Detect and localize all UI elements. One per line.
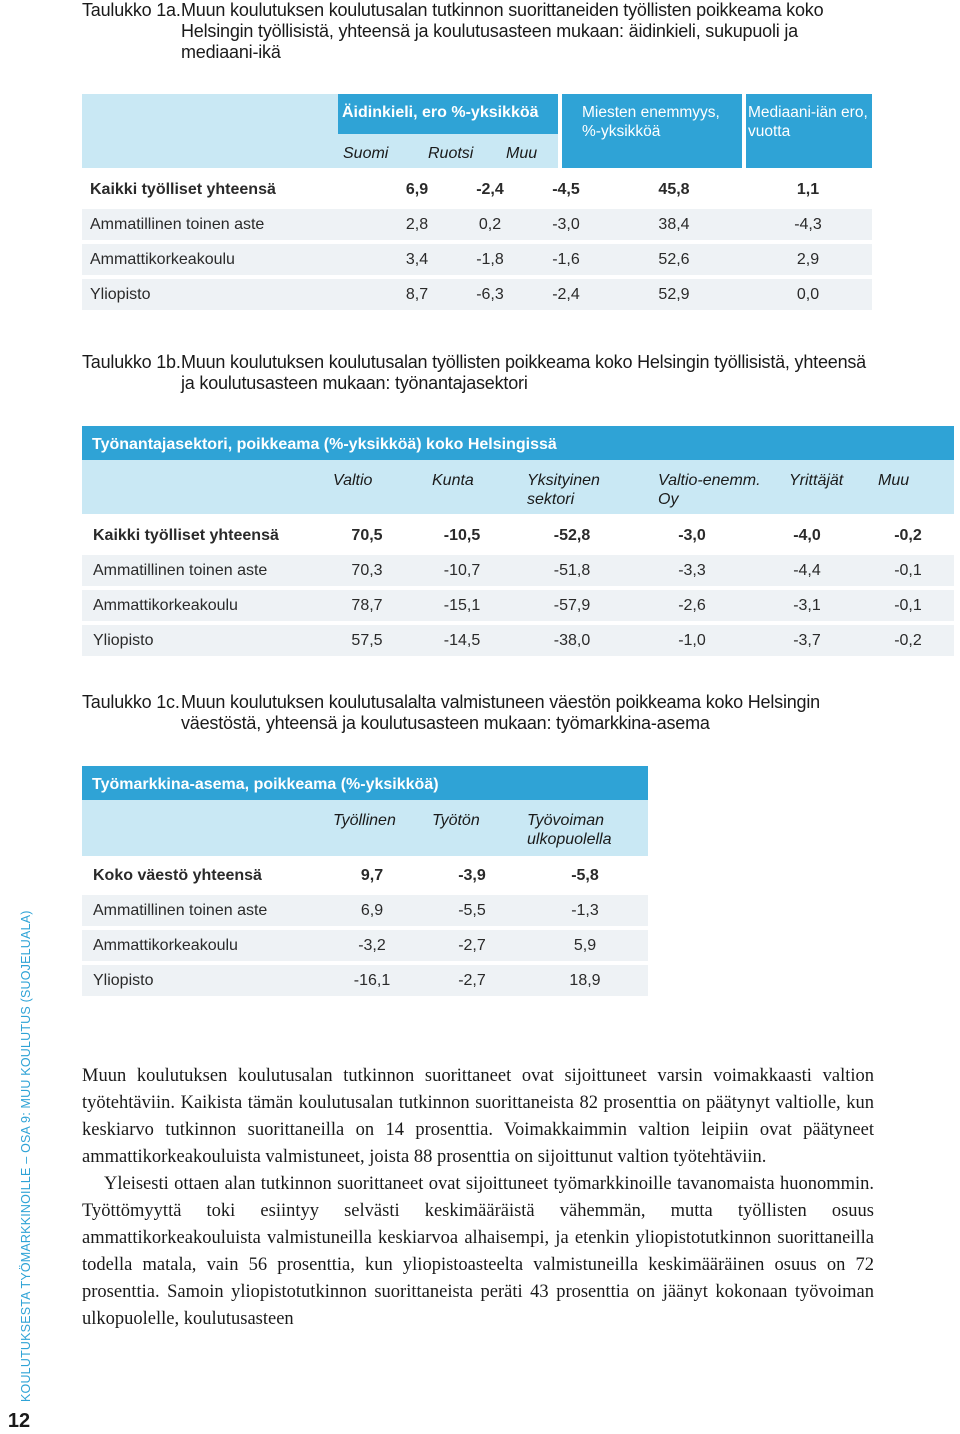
cell: -3,0 xyxy=(528,209,604,240)
cell: -10,5 xyxy=(443,526,481,544)
cell: -2,7 xyxy=(422,930,522,961)
sidebar-text: KOULUTUKSESTA TYÖMARKKINOILLE – OSA 9: MUU KOULUTUS (SUOJELUALA) xyxy=(19,910,33,1402)
cell: -5,8 xyxy=(571,866,599,884)
cell: -10,7 xyxy=(412,555,512,586)
cell: 2,8 xyxy=(382,209,452,240)
cell: -16,1 xyxy=(322,965,422,996)
col-yrittajat: Yrittäjät xyxy=(789,472,844,489)
col-mediaani: Mediaani-iän ero, vuotta xyxy=(748,104,868,140)
group-header-sektori: Työnantajasektori, poikkeama (%-yksikköä) koko Helsingissä xyxy=(92,436,557,453)
col-valtio: Valtio xyxy=(333,472,373,489)
col-valtioenemm: Valtio-enemm. Oy xyxy=(658,472,761,508)
cell: 6,9 xyxy=(322,895,422,926)
cell: 5,9 xyxy=(522,930,648,961)
cell: -1,0 xyxy=(632,625,752,656)
cell: -2,7 xyxy=(422,965,522,996)
group-header-tyomarkkina: Työmarkkina-asema, poikkeama (%-yksikköä) xyxy=(92,776,439,793)
cell: 45,8 xyxy=(658,180,690,198)
caption-label: Taulukko 1b. xyxy=(82,352,181,372)
cell: -2,4 xyxy=(528,279,604,310)
cell: -3,2 xyxy=(322,930,422,961)
table-row xyxy=(82,244,872,275)
cell: -57,9 xyxy=(512,590,632,621)
table-row xyxy=(82,625,954,656)
caption-text: Muun koulutuksen koulutusalalta valmistuneen väestön poikkeama koko Helsingin väestöstä, yhteensä ja koulutusasteen mukaan: työmarkkina-asema xyxy=(181,692,820,733)
header-left-light xyxy=(82,800,322,856)
cell: -3,0 xyxy=(678,526,706,544)
col-suomi: Suomi xyxy=(343,145,389,162)
paragraph: Yleisesti ottaen alan tutkinnon suorittaneet ovat sijoittuneet työmarkkinoille tavanomaista huonommin. Työttömyyttä toki esiintyy selvästi keskimääräistä vähemmän, mutta työllisten osuus ammattikorkeakouluista valmistuneilla keskiarvoa alhaisempi, ja etenkin yliopistotutkinnon suorittaneilla todella matala, vain 56 prosenttia, kun yliopistoasteelta valmistuneilla keskimääräinen osuus on 72 prosenttia. Samoin yliopistotutkinnon suorittaneista peräti 43 prosenttia on jäänyt kokonaan työvoiman ulkopuolelle, koulutusasteen xyxy=(82,1174,874,1329)
col-miesten: Miesten enemmyys, %-yksikköä xyxy=(582,104,720,140)
cell: -52,8 xyxy=(553,526,591,544)
table-row xyxy=(82,860,648,891)
cell: 0,2 xyxy=(452,209,528,240)
table-1c-caption xyxy=(82,692,872,734)
caption-text: Muun koulutuksen koulutusalan tutkinnon suorittaneiden työllisten poikkeama koko Helsingin työllisistä, yhteensä ja koulutusasteen mukaan: äidinkieli, sukupuoli ja mediaani-ikä xyxy=(181,0,824,62)
row-label: Ammattikorkeakoulu xyxy=(82,590,322,621)
row-label: Ammatillinen toinen aste xyxy=(82,895,322,926)
row-label: Koko väestö yhteensä xyxy=(93,866,262,884)
row-label: Kaikki työlliset yhteensä xyxy=(90,180,276,198)
cell: -38,0 xyxy=(512,625,632,656)
cell: -6,3 xyxy=(452,279,528,310)
header-gap-1 xyxy=(558,94,562,168)
body-text xyxy=(82,1063,874,1333)
table-1a-caption xyxy=(82,0,872,63)
caption-label: Taulukko 1c. xyxy=(82,692,180,712)
cell: 3,4 xyxy=(382,244,452,275)
cell: -2,4 xyxy=(476,180,504,198)
cell: 0,0 xyxy=(744,279,872,310)
col-tyoton: Työtön xyxy=(432,812,480,829)
cell: -3,7 xyxy=(752,625,862,656)
row-label: Yliopisto xyxy=(82,965,322,996)
col-muu: Muu xyxy=(506,145,538,162)
caption-text: Muun koulutuksen koulutusalan työllisten poikkeama koko Helsingin työllisistä, yhteensä ja koulutusasteen mukaan: työnantajasektori xyxy=(181,352,866,393)
table-row xyxy=(82,895,648,926)
cell: 70,3 xyxy=(322,555,412,586)
row-label: Kaikki työlliset yhteensä xyxy=(93,526,279,544)
page-number: 12 xyxy=(7,1410,31,1432)
table-row xyxy=(82,174,872,205)
row-label: Ammattikorkeakoulu xyxy=(82,244,382,275)
header-left-light xyxy=(82,94,338,168)
table-row xyxy=(82,279,872,310)
cell: 9,7 xyxy=(360,866,384,884)
row-label: Yliopisto xyxy=(82,625,322,656)
table-row xyxy=(82,555,954,586)
cell: -5,5 xyxy=(422,895,522,926)
table-row xyxy=(82,590,954,621)
caption-label: Taulukko 1a. xyxy=(82,0,181,20)
col-ruotsi: Ruotsi xyxy=(428,145,474,162)
table-row xyxy=(82,520,954,551)
row-label: Ammattikorkeakoulu xyxy=(82,930,322,961)
cell: 57,5 xyxy=(322,625,412,656)
cell: -1,3 xyxy=(522,895,648,926)
cell: -3,1 xyxy=(752,590,862,621)
header-sub-light xyxy=(322,460,954,514)
table-1a xyxy=(82,170,872,314)
table-1b-caption xyxy=(82,352,872,394)
row-label: Yliopisto xyxy=(82,279,382,310)
table-row xyxy=(82,965,648,996)
sidebar xyxy=(0,0,38,1434)
table-1c xyxy=(82,856,648,1000)
cell: -3,3 xyxy=(632,555,752,586)
paragraph: Muun koulutuksen koulutusalan tutkinnon suorittaneet ovat sijoittuneet varsin voimakkaasti valtion työtehtäviin. Kaikista tämän koulutusalan tutkinnon suorittaneista 82 prosenttia on päätynyt valtiolle, kun keskiarvo tutkinnon suorittaneilla on 14 prosenttia. Voimakkaimmin valtion leipiin ovat päätyneet ammattikorkeakouluista valmistuneet, joista 88 prosenttia on sijoittunut valtion työtehtäviin. xyxy=(82,1066,874,1167)
col-tyovoiman: Työvoiman ulkopuolella xyxy=(527,812,612,848)
cell: -14,5 xyxy=(412,625,512,656)
cell: 52,9 xyxy=(604,279,744,310)
header-left-light xyxy=(82,460,322,514)
col-muu: Muu xyxy=(878,472,910,489)
table-row xyxy=(82,209,872,240)
cell: -1,6 xyxy=(528,244,604,275)
cell: -3,9 xyxy=(458,866,486,884)
cell: -0,1 xyxy=(862,555,954,586)
table-1b xyxy=(82,516,954,660)
cell: 70,5 xyxy=(351,526,383,544)
col-kunta: Kunta xyxy=(432,472,474,489)
table-row xyxy=(82,930,648,961)
cell: 78,7 xyxy=(322,590,412,621)
row-label: Ammatillinen toinen aste xyxy=(82,555,322,586)
cell: -1,8 xyxy=(452,244,528,275)
cell: -0,1 xyxy=(862,590,954,621)
cell: -4,3 xyxy=(744,209,872,240)
cell: 2,9 xyxy=(744,244,872,275)
cell: 18,9 xyxy=(522,965,648,996)
cell: -4,0 xyxy=(793,526,821,544)
group-header-aidinkieli: Äidinkieli, ero %-yksikköä xyxy=(342,104,539,121)
cell: 6,9 xyxy=(405,180,429,198)
cell: -0,2 xyxy=(894,526,922,544)
header-gap-2 xyxy=(742,94,746,168)
cell: -4,4 xyxy=(752,555,862,586)
cell: 52,6 xyxy=(604,244,744,275)
row-label: Ammatillinen toinen aste xyxy=(82,209,382,240)
cell: -15,1 xyxy=(412,590,512,621)
cell: 8,7 xyxy=(382,279,452,310)
cell: 38,4 xyxy=(604,209,744,240)
col-yksityinen: Yksityinen sektori xyxy=(527,472,600,508)
cell: -51,8 xyxy=(512,555,632,586)
cell: -4,5 xyxy=(552,180,580,198)
cell: -2,6 xyxy=(632,590,752,621)
col-tyollinen: Työllinen xyxy=(333,812,396,829)
cell: 1,1 xyxy=(796,180,820,198)
cell: -0,2 xyxy=(862,625,954,656)
